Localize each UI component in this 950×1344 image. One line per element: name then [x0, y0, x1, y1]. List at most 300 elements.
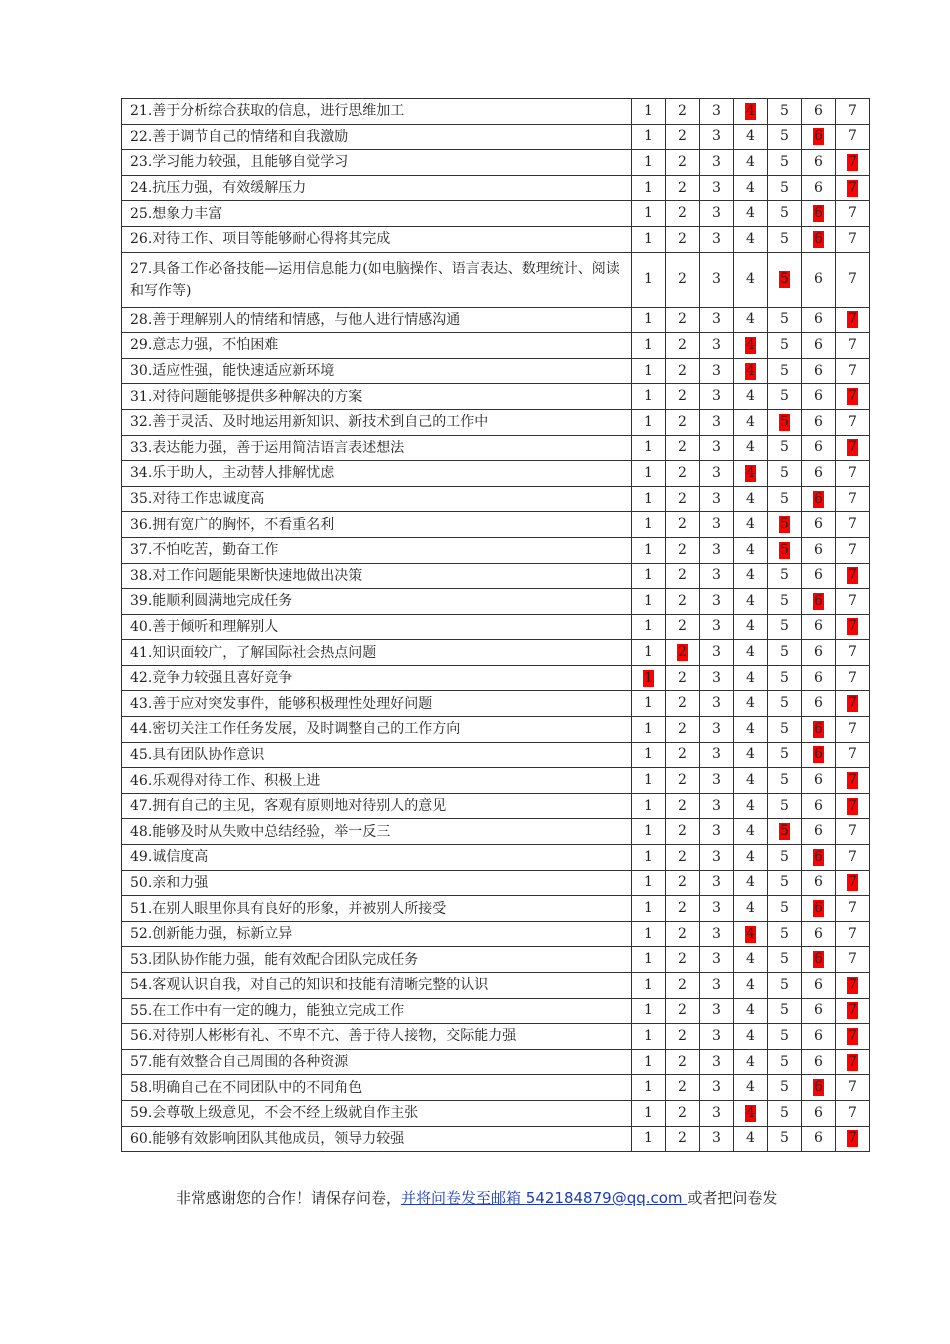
rating-option-2[interactable]	[666, 226, 700, 252]
rating-option-5[interactable]	[768, 870, 802, 896]
rating-option-6[interactable]	[802, 150, 836, 176]
rating-option-6[interactable]	[802, 793, 836, 819]
rating-value: 4	[746, 951, 755, 968]
rating-option-4[interactable]	[734, 201, 768, 227]
rating-option-5[interactable]	[768, 896, 802, 922]
rating-option-1[interactable]	[632, 124, 666, 150]
rating-value: 1	[644, 516, 653, 533]
rating-option-4[interactable]	[734, 845, 768, 871]
rating-option-7[interactable]	[836, 819, 870, 845]
rating-option-7[interactable]	[836, 998, 870, 1024]
question-text: 40.善于倾听和理解别人	[122, 614, 632, 640]
rating-option-7[interactable]	[836, 486, 870, 512]
rating-option-6[interactable]	[802, 1049, 836, 1075]
rating-option-6[interactable]	[802, 819, 836, 845]
rating-option-3[interactable]	[700, 512, 734, 538]
rating-option-5[interactable]	[768, 742, 802, 768]
rating-option-6[interactable]	[802, 870, 836, 896]
rating-option-2[interactable]	[666, 252, 700, 307]
rating-option-3[interactable]	[700, 998, 734, 1024]
rating-option-3[interactable]	[700, 226, 734, 252]
rating-option-6[interactable]	[802, 665, 836, 691]
rating-option-7[interactable]	[836, 640, 870, 666]
rating-option-1[interactable]	[632, 99, 666, 125]
rating-option-1[interactable]	[632, 1100, 666, 1126]
rating-option-2[interactable]	[666, 845, 700, 871]
rating-option-2[interactable]	[666, 947, 700, 973]
rating-option-7[interactable]	[836, 124, 870, 150]
rating-option-7[interactable]	[836, 150, 870, 176]
rating-option-1[interactable]	[632, 409, 666, 435]
rating-option-5[interactable]	[768, 1075, 802, 1101]
rating-option-7[interactable]	[836, 973, 870, 999]
rating-option-3[interactable]	[700, 307, 734, 333]
rating-option-4[interactable]	[734, 1075, 768, 1101]
rating-option-1[interactable]	[632, 819, 666, 845]
rating-option-7[interactable]	[836, 537, 870, 563]
rating-option-7[interactable]	[836, 845, 870, 871]
rating-option-4[interactable]	[734, 665, 768, 691]
question-row	[122, 665, 870, 691]
rating-option-4[interactable]	[734, 563, 768, 589]
rating-option-4[interactable]	[734, 640, 768, 666]
rating-option-2[interactable]	[666, 896, 700, 922]
rating-option-2[interactable]	[666, 973, 700, 999]
rating-option-4[interactable]	[734, 589, 768, 615]
rating-option-7[interactable]	[836, 99, 870, 125]
rating-option-5[interactable]	[768, 589, 802, 615]
rating-option-5[interactable]	[768, 175, 802, 201]
rating-option-2[interactable]	[666, 1126, 700, 1152]
rating-option-4[interactable]	[734, 150, 768, 176]
rating-value: 1	[644, 567, 653, 584]
rating-option-5[interactable]	[768, 1126, 802, 1152]
rating-option-3[interactable]	[700, 99, 734, 125]
rating-option-5[interactable]	[768, 1100, 802, 1126]
rating-option-5[interactable]	[768, 124, 802, 150]
rating-option-7[interactable]	[836, 435, 870, 461]
rating-option-7[interactable]	[836, 333, 870, 359]
rating-option-3[interactable]	[700, 1049, 734, 1075]
rating-option-2[interactable]	[666, 435, 700, 461]
rating-option-3[interactable]	[700, 333, 734, 359]
rating-option-4[interactable]	[734, 793, 768, 819]
rating-option-6[interactable]	[802, 99, 836, 125]
rating-option-3[interactable]	[700, 124, 734, 150]
rating-option-6[interactable]	[802, 307, 836, 333]
rating-option-5[interactable]	[768, 563, 802, 589]
rating-option-5[interactable]	[768, 768, 802, 794]
rating-option-7[interactable]	[836, 870, 870, 896]
rating-option-5[interactable]	[768, 793, 802, 819]
rating-option-2[interactable]	[666, 998, 700, 1024]
rating-option-4[interactable]	[734, 973, 768, 999]
rating-option-5[interactable]	[768, 998, 802, 1024]
rating-option-7[interactable]	[836, 1024, 870, 1050]
question-row	[122, 124, 870, 150]
rating-option-4[interactable]	[734, 409, 768, 435]
rating-option-6[interactable]	[802, 998, 836, 1024]
rating-option-3[interactable]	[700, 768, 734, 794]
question-text: 60.能够有效影响团队其他成员，领导力较强	[122, 1126, 632, 1152]
rating-option-4[interactable]	[734, 717, 768, 743]
rating-option-1[interactable]	[632, 870, 666, 896]
rating-option-5[interactable]	[768, 252, 802, 307]
rating-option-2[interactable]	[666, 461, 700, 487]
rating-option-4[interactable]	[734, 870, 768, 896]
rating-option-5[interactable]	[768, 947, 802, 973]
rating-option-1[interactable]	[632, 998, 666, 1024]
rating-option-2[interactable]	[666, 563, 700, 589]
rating-option-7[interactable]	[836, 691, 870, 717]
rating-option-4[interactable]	[734, 512, 768, 538]
rating-option-4[interactable]	[734, 99, 768, 125]
rating-option-5[interactable]	[768, 1024, 802, 1050]
rating-option-5[interactable]	[768, 717, 802, 743]
rating-option-6[interactable]	[802, 512, 836, 538]
rating-option-6[interactable]	[802, 435, 836, 461]
rating-option-7[interactable]	[836, 1075, 870, 1101]
rating-option-1[interactable]	[632, 793, 666, 819]
rating-option-7[interactable]	[836, 461, 870, 487]
rating-option-6[interactable]	[802, 175, 836, 201]
rating-option-4[interactable]	[734, 175, 768, 201]
rating-option-1[interactable]	[632, 921, 666, 947]
rating-option-5[interactable]	[768, 512, 802, 538]
rating-option-1[interactable]	[632, 563, 666, 589]
rating-option-5[interactable]	[768, 409, 802, 435]
rating-option-4[interactable]	[734, 614, 768, 640]
rating-option-7[interactable]	[836, 665, 870, 691]
rating-option-7[interactable]	[836, 358, 870, 384]
rating-option-3[interactable]	[700, 973, 734, 999]
rating-option-7[interactable]	[836, 307, 870, 333]
rating-option-5[interactable]	[768, 150, 802, 176]
rating-option-5[interactable]	[768, 665, 802, 691]
rating-option-4[interactable]	[734, 486, 768, 512]
rating-option-5[interactable]	[768, 226, 802, 252]
rating-option-1[interactable]	[632, 1075, 666, 1101]
rating-option-3[interactable]	[700, 384, 734, 410]
rating-option-2[interactable]	[666, 665, 700, 691]
rating-option-3[interactable]	[700, 563, 734, 589]
rating-option-1[interactable]	[632, 486, 666, 512]
rating-option-3[interactable]	[700, 486, 734, 512]
rating-option-3[interactable]	[700, 896, 734, 922]
rating-option-3[interactable]	[700, 717, 734, 743]
rating-option-5[interactable]	[768, 384, 802, 410]
rating-option-7[interactable]	[836, 742, 870, 768]
rating-option-2[interactable]	[666, 1100, 700, 1126]
rating-option-5[interactable]	[768, 201, 802, 227]
rating-option-2[interactable]	[666, 1024, 700, 1050]
rating-option-1[interactable]	[632, 537, 666, 563]
rating-value: 5	[780, 128, 789, 145]
rating-option-2[interactable]	[666, 486, 700, 512]
rating-option-3[interactable]	[700, 845, 734, 871]
rating-option-6[interactable]	[802, 691, 836, 717]
rating-option-2[interactable]	[666, 589, 700, 615]
rating-option-3[interactable]	[700, 1126, 734, 1152]
rating-option-1[interactable]	[632, 896, 666, 922]
rating-option-4[interactable]	[734, 921, 768, 947]
rating-option-2[interactable]	[666, 793, 700, 819]
rating-option-7[interactable]	[836, 175, 870, 201]
rating-option-6[interactable]	[802, 768, 836, 794]
rating-option-6[interactable]	[802, 461, 836, 487]
rating-option-6[interactable]	[802, 1100, 836, 1126]
rating-option-5[interactable]	[768, 845, 802, 871]
rating-option-4[interactable]	[734, 307, 768, 333]
rating-option-4[interactable]	[734, 1049, 768, 1075]
rating-option-3[interactable]	[700, 435, 734, 461]
rating-option-2[interactable]	[666, 614, 700, 640]
rating-option-1[interactable]	[632, 614, 666, 640]
rating-option-3[interactable]	[700, 175, 734, 201]
rating-option-7[interactable]	[836, 717, 870, 743]
rating-option-1[interactable]	[632, 461, 666, 487]
rating-option-1[interactable]	[632, 589, 666, 615]
rating-option-6[interactable]	[802, 717, 836, 743]
rating-option-7[interactable]	[836, 896, 870, 922]
rating-option-1[interactable]	[632, 175, 666, 201]
rating-option-4[interactable]	[734, 819, 768, 845]
rating-option-7[interactable]	[836, 768, 870, 794]
rating-value: 3	[712, 567, 721, 584]
rating-option-1[interactable]	[632, 973, 666, 999]
rating-option-4[interactable]	[734, 435, 768, 461]
rating-option-5[interactable]	[768, 307, 802, 333]
rating-option-7[interactable]	[836, 1100, 870, 1126]
rating-option-5[interactable]	[768, 640, 802, 666]
rating-option-2[interactable]	[666, 819, 700, 845]
rating-option-7[interactable]	[836, 226, 870, 252]
rating-option-7[interactable]	[836, 793, 870, 819]
rating-option-6[interactable]	[802, 124, 836, 150]
rating-option-6[interactable]	[802, 537, 836, 563]
rating-option-4[interactable]	[734, 461, 768, 487]
rating-option-1[interactable]	[632, 435, 666, 461]
rating-option-2[interactable]	[666, 512, 700, 538]
rating-value: 6	[814, 179, 823, 196]
rating-option-4[interactable]	[734, 1126, 768, 1152]
rating-option-6[interactable]	[802, 409, 836, 435]
rating-option-7[interactable]	[836, 614, 870, 640]
rating-option-3[interactable]	[700, 1100, 734, 1126]
rating-option-6[interactable]	[802, 1126, 836, 1152]
rating-option-3[interactable]	[700, 640, 734, 666]
rating-option-3[interactable]	[700, 201, 734, 227]
rating-option-4[interactable]	[734, 742, 768, 768]
rating-option-1[interactable]	[632, 691, 666, 717]
rating-option-3[interactable]	[700, 819, 734, 845]
rating-option-4[interactable]	[734, 1024, 768, 1050]
rating-option-1[interactable]	[632, 665, 666, 691]
rating-option-7[interactable]	[836, 921, 870, 947]
rating-option-2[interactable]	[666, 124, 700, 150]
rating-option-7[interactable]	[836, 384, 870, 410]
rating-option-1[interactable]	[632, 226, 666, 252]
rating-option-1[interactable]	[632, 845, 666, 871]
question-text: 38.对工作问题能果断快速地做出决策	[122, 563, 632, 589]
rating-value: 4	[746, 900, 755, 917]
rating-option-3[interactable]	[700, 1024, 734, 1050]
rating-option-6[interactable]	[802, 1075, 836, 1101]
rating-option-6[interactable]	[802, 201, 836, 227]
rating-option-7[interactable]	[836, 947, 870, 973]
rating-option-4[interactable]	[734, 1100, 768, 1126]
rating-value: 7	[848, 823, 857, 840]
rating-option-4[interactable]	[734, 947, 768, 973]
rating-option-7[interactable]	[836, 409, 870, 435]
rating-option-2[interactable]	[666, 870, 700, 896]
rating-option-1[interactable]	[632, 1049, 666, 1075]
rating-option-1[interactable]	[632, 201, 666, 227]
rating-option-1[interactable]	[632, 307, 666, 333]
rating-option-2[interactable]	[666, 333, 700, 359]
rating-option-3[interactable]	[700, 742, 734, 768]
rating-option-3[interactable]	[700, 947, 734, 973]
rating-option-4[interactable]	[734, 537, 768, 563]
rating-option-3[interactable]	[700, 358, 734, 384]
rating-option-7[interactable]	[836, 563, 870, 589]
rating-option-7[interactable]	[836, 201, 870, 227]
rating-option-5[interactable]	[768, 486, 802, 512]
rating-option-6[interactable]	[802, 384, 836, 410]
rating-option-4[interactable]	[734, 252, 768, 307]
rating-option-2[interactable]	[666, 358, 700, 384]
rating-option-4[interactable]	[734, 998, 768, 1024]
rating-selected: 4	[746, 1104, 755, 1121]
rating-option-6[interactable]	[802, 358, 836, 384]
rating-option-2[interactable]	[666, 640, 700, 666]
rating-option-5[interactable]	[768, 99, 802, 125]
rating-option-5[interactable]	[768, 358, 802, 384]
rating-option-2[interactable]	[666, 1075, 700, 1101]
rating-option-2[interactable]	[666, 201, 700, 227]
rating-option-6[interactable]	[802, 486, 836, 512]
rating-option-1[interactable]	[632, 768, 666, 794]
rating-option-3[interactable]	[700, 409, 734, 435]
rating-option-1[interactable]	[632, 947, 666, 973]
rating-option-2[interactable]	[666, 175, 700, 201]
rating-option-3[interactable]	[700, 252, 734, 307]
rating-option-4[interactable]	[734, 333, 768, 359]
rating-option-5[interactable]	[768, 461, 802, 487]
rating-option-7[interactable]	[836, 1049, 870, 1075]
rating-option-3[interactable]	[700, 691, 734, 717]
rating-option-6[interactable]	[802, 252, 836, 307]
email-link[interactable]	[401, 1189, 687, 1207]
rating-option-1[interactable]	[632, 1126, 666, 1152]
rating-option-7[interactable]	[836, 1126, 870, 1152]
rating-option-2[interactable]	[666, 409, 700, 435]
rating-option-3[interactable]	[700, 1075, 734, 1101]
rating-option-3[interactable]	[700, 589, 734, 615]
rating-option-4[interactable]	[734, 384, 768, 410]
rating-option-2[interactable]	[666, 768, 700, 794]
rating-option-2[interactable]	[666, 384, 700, 410]
rating-value: 4	[746, 746, 755, 763]
rating-option-3[interactable]	[700, 870, 734, 896]
rating-option-2[interactable]	[666, 307, 700, 333]
rating-option-4[interactable]	[734, 691, 768, 717]
rating-option-5[interactable]	[768, 691, 802, 717]
rating-option-7[interactable]	[836, 252, 870, 307]
rating-option-5[interactable]	[768, 537, 802, 563]
rating-option-5[interactable]	[768, 1049, 802, 1075]
rating-option-4[interactable]	[734, 768, 768, 794]
rating-option-6[interactable]	[802, 1024, 836, 1050]
rating-option-5[interactable]	[768, 921, 802, 947]
rating-value: 2	[678, 746, 687, 763]
rating-option-1[interactable]	[632, 742, 666, 768]
rating-option-6[interactable]	[802, 333, 836, 359]
rating-option-2[interactable]	[666, 537, 700, 563]
rating-option-1[interactable]	[632, 333, 666, 359]
rating-option-3[interactable]	[700, 793, 734, 819]
rating-option-3[interactable]	[700, 461, 734, 487]
rating-option-5[interactable]	[768, 973, 802, 999]
rating-option-3[interactable]	[700, 665, 734, 691]
rating-option-5[interactable]	[768, 819, 802, 845]
rating-option-7[interactable]	[836, 512, 870, 538]
rating-option-6[interactable]	[802, 921, 836, 947]
rating-option-1[interactable]	[632, 717, 666, 743]
rating-option-6[interactable]	[802, 973, 836, 999]
rating-option-2[interactable]	[666, 921, 700, 947]
rating-option-4[interactable]	[734, 358, 768, 384]
rating-option-2[interactable]	[666, 1049, 700, 1075]
rating-option-1[interactable]	[632, 640, 666, 666]
rating-selected: 7	[848, 153, 857, 170]
rating-option-4[interactable]	[734, 896, 768, 922]
rating-option-6[interactable]	[802, 563, 836, 589]
rating-selected: 7	[848, 1027, 857, 1044]
rating-option-1[interactable]	[632, 150, 666, 176]
rating-option-1[interactable]	[632, 358, 666, 384]
rating-option-6[interactable]	[802, 226, 836, 252]
rating-option-3[interactable]	[700, 537, 734, 563]
rating-option-6[interactable]	[802, 614, 836, 640]
rating-option-2[interactable]	[666, 691, 700, 717]
rating-option-2[interactable]	[666, 150, 700, 176]
rating-option-7[interactable]	[836, 589, 870, 615]
rating-option-4[interactable]	[734, 226, 768, 252]
rating-option-2[interactable]	[666, 742, 700, 768]
rating-option-3[interactable]	[700, 150, 734, 176]
rating-option-5[interactable]	[768, 333, 802, 359]
rating-option-5[interactable]	[768, 614, 802, 640]
rating-option-6[interactable]	[802, 589, 836, 615]
rating-option-6[interactable]	[802, 742, 836, 768]
rating-option-5[interactable]	[768, 435, 802, 461]
rating-option-2[interactable]	[666, 99, 700, 125]
rating-option-1[interactable]	[632, 384, 666, 410]
rating-option-6[interactable]	[802, 845, 836, 871]
rating-option-3[interactable]	[700, 921, 734, 947]
rating-option-1[interactable]	[632, 252, 666, 307]
rating-option-6[interactable]	[802, 896, 836, 922]
rating-option-6[interactable]	[802, 640, 836, 666]
rating-option-2[interactable]	[666, 717, 700, 743]
rating-option-4[interactable]	[734, 124, 768, 150]
rating-option-3[interactable]	[700, 614, 734, 640]
rating-value: 3	[712, 772, 721, 789]
rating-option-1[interactable]	[632, 1024, 666, 1050]
rating-option-1[interactable]	[632, 512, 666, 538]
rating-option-6[interactable]	[802, 947, 836, 973]
